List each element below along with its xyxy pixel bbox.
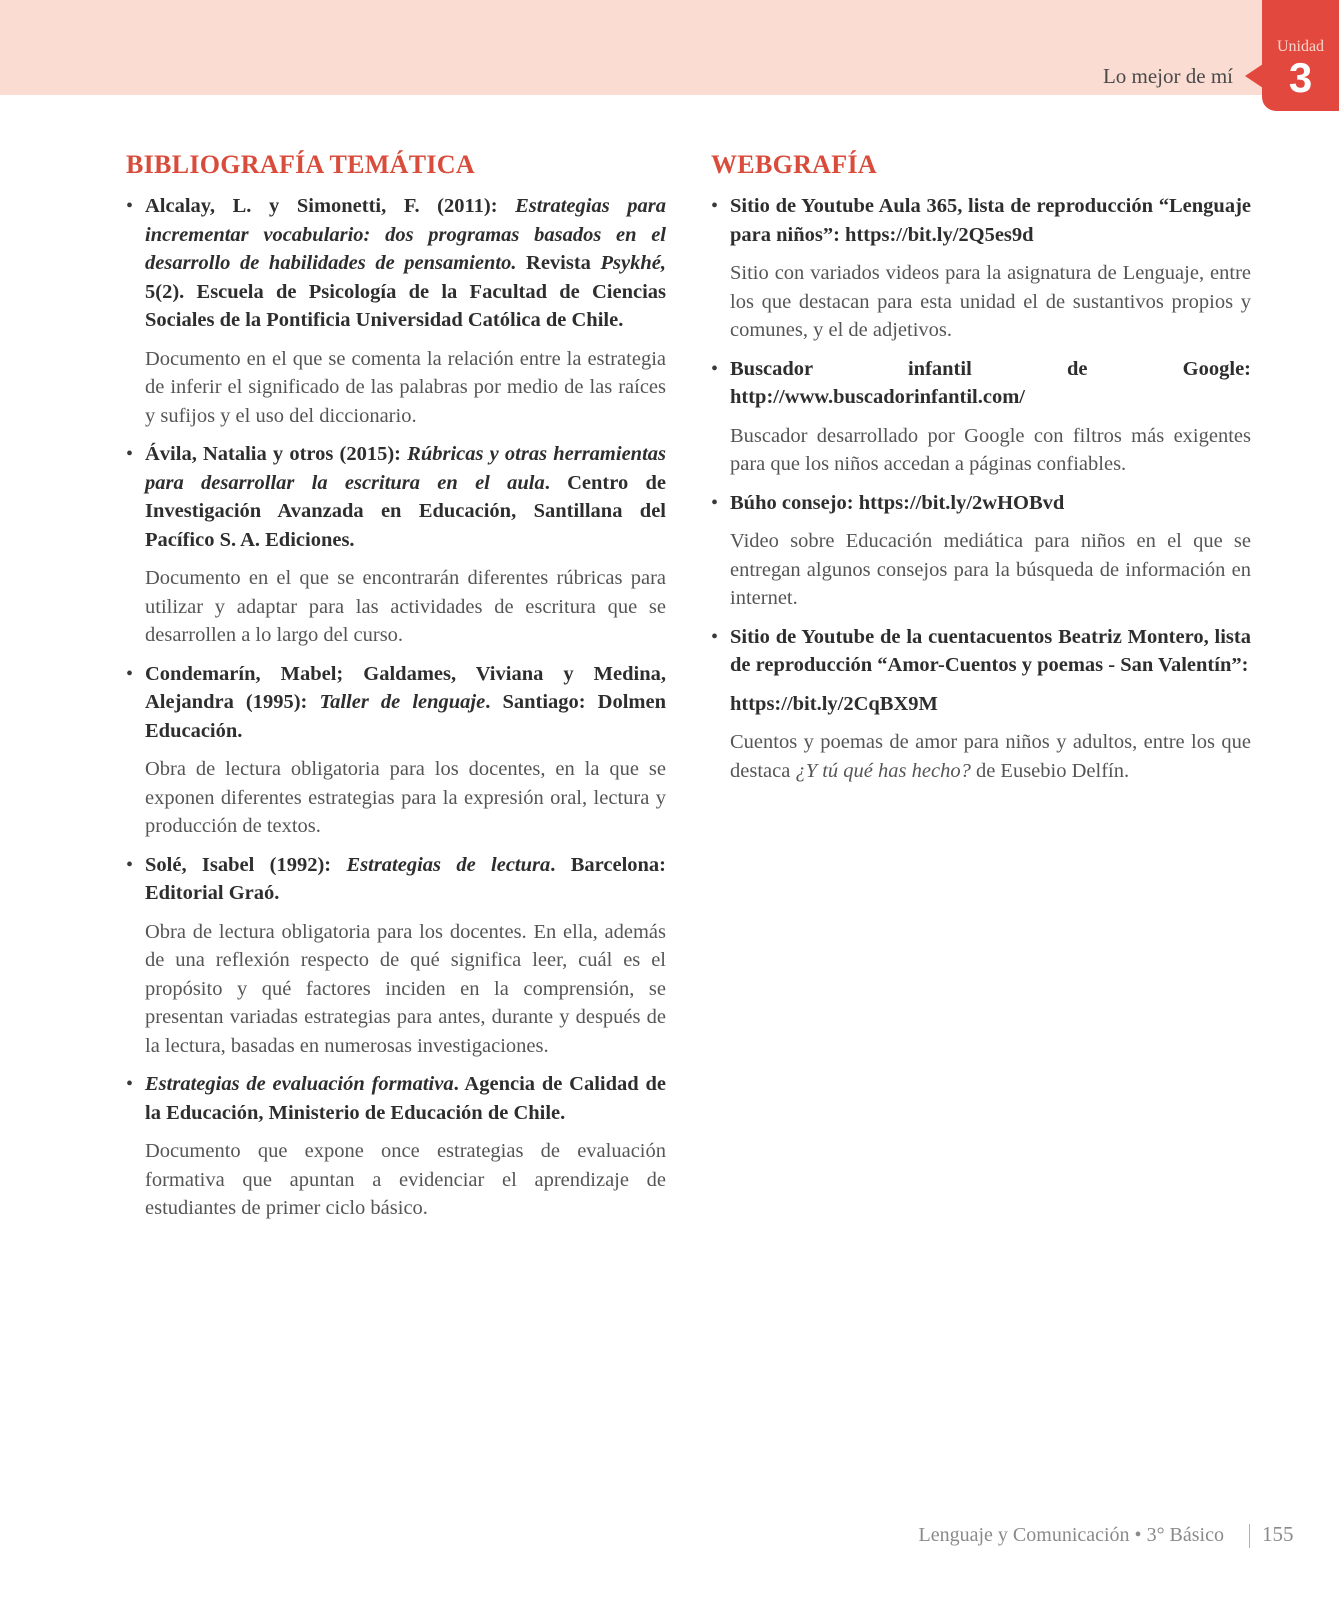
citation-text: Ávila, Natalia y otros (2015): [145, 443, 408, 465]
citation [145, 192, 666, 335]
web-citation: Sitio de Youtube Aula 365, lista de reproducción “Lenguaje para niños”: https://bit.ly/2Q5es9d [730, 195, 1251, 246]
web-entry [711, 489, 1251, 613]
webgrafia-heading: WEBGRAFÍA [711, 150, 877, 179]
entry-description [730, 728, 1251, 785]
citation [145, 440, 666, 554]
citation [145, 1070, 666, 1127]
bullet: • [711, 357, 719, 380]
entry-description: Video sobre Educación mediática para niños en el que se entregan algunos consejos para la búsqueda de información en internet. [730, 530, 1251, 609]
citation-title: Estrategias de lectura [346, 853, 551, 876]
entry-description: Obra de lectura obligatoria para los docentes. En ella, además de una reflexión respecto de qué significa leer, cuál es el propósito y qué factores inciden en la comprensión, se presentan variadas estrategias para antes, durante y después de la lectura, basadas en numerosas investigaciones. [145, 920, 666, 1057]
citation-text: . Centro de Investigación Avanzada en Educación, Santillana del Pacífico S. A. Ediciones. [145, 471, 666, 551]
unit-label: Unidad [1276, 38, 1325, 55]
web-url: https://bit.ly/2CqBX9M [730, 692, 938, 715]
bibliografia-section [126, 150, 666, 1233]
webgrafia-section [711, 150, 1251, 795]
citation-journal: Psykhé, [600, 252, 667, 274]
citation-text: . Barcelona: Editorial Graó. [145, 853, 667, 904]
entry-description: Buscador desarrollado por Google con filtros más exigentes para que los niños accedan a páginas confiables. [730, 424, 1251, 475]
citation-text: Solé, Isabel (1992): [145, 853, 347, 876]
entry-description: Sitio con variados videos para la asignatura de Lenguaje, entre los que destacan para esta unidad el de sustantivos propios y comunes, y el de adjetivos. [730, 262, 1251, 341]
bullet: • [126, 195, 134, 217]
web-entry [711, 192, 1251, 345]
unit-title: Lo mejor de mí [1102, 64, 1233, 88]
bibliography-entry [126, 851, 666, 1061]
footer-divider [1249, 1524, 1250, 1548]
citation [145, 851, 666, 908]
citation-title: Rúbricas y otras herramientas para desarrollar la escritura en el aula [145, 443, 666, 494]
web-citation: Búho consejo: https://bit.ly/2wHOBvd [730, 491, 1065, 514]
bibliography-entry [126, 1070, 666, 1223]
bibliography-entry [126, 192, 666, 430]
entry-description: Obra de lectura obligatoria para los docentes, en la que se exponen diferentes estrategias para la expresión oral, lectura y producción de textos. [145, 758, 666, 837]
entry-description: Documento en el que se encontrarán diferentes rúbricas para utilizar y adaptar para las actividades de escritura que se desarrollen a lo largo del curso. [145, 567, 666, 646]
entry-description: Documento que expone once estrategias de evaluación formativa que apuntan a evidenciar el aprendizaje de estudiantes de primer ciclo básico. [145, 1140, 666, 1219]
web-citation: Buscador infantil de Google: http://www.buscadorinfantil.com/ [730, 357, 1251, 408]
bibliography-entry [126, 660, 666, 841]
bullet: • [711, 491, 719, 514]
bullet: • [126, 853, 134, 876]
description-title: ¿Y tú qué has hecho? [795, 759, 971, 782]
bullet: • [711, 195, 719, 217]
unit-number: 3 [1288, 54, 1313, 101]
bullet: • [711, 625, 719, 648]
description-text: Cuentos y poemas de amor para niños y adultos, entre los que destaca [730, 731, 1251, 782]
citation-text: . Santiago: Dolmen Educación. [145, 691, 666, 742]
entry-description: Documento en el que se comenta la relación entre la estrategia de inferir el significado de las palabras por medio de las raíces y sufijos y el uso del diccionario. [145, 347, 666, 427]
citation-title: Taller de lenguaje [319, 691, 486, 713]
citation-text: . Agencia de Calidad de la Educación, Ministerio de Educación de Chile. [145, 1073, 667, 1124]
bullet: • [126, 662, 134, 685]
page-number: 155 [1262, 1522, 1294, 1546]
bibliography-entry [126, 440, 666, 650]
citation-title: Estrategias de evaluación formativa [145, 1073, 454, 1095]
bibliografia-heading: BIBLIOGRAFÍA TEMÁTICA [126, 150, 475, 179]
description-text: de Eusebio Delfín. [970, 759, 1130, 782]
bullet: • [126, 1073, 134, 1095]
citation-text: Alcalay, L. y Simonetti, F. (2011): [145, 195, 516, 217]
citation-title: Estrategias para incrementar vocabulario: dos programas basados en el desarrollo de habilidades de pensamiento. [145, 195, 666, 274]
web-entry [711, 355, 1251, 479]
citation-text: 5(2). Escuela de Psicología de la Facultad de Ciencias Sociales de la Pontificia Universidad Católica de Chile. [145, 280, 666, 331]
unit-tab [1262, 0, 1339, 111]
citation-text: Revista [516, 252, 601, 274]
footer-subject: Lenguaje y Comunicación • 3° Básico [918, 1524, 1224, 1546]
citation [145, 660, 666, 746]
bullet: • [126, 443, 134, 465]
web-entry [711, 623, 1251, 786]
web-citation: Sitio de Youtube de la cuentacuentos Beatriz Montero, lista de reproducción “Amor-Cuentos y poemas - San Valentín”: [730, 625, 1251, 676]
unit-tab-pointer [1245, 64, 1263, 88]
citation-text: Condemarín, Mabel; Galdames, Viviana y Medina, Alejandra (1995): [145, 662, 666, 713]
